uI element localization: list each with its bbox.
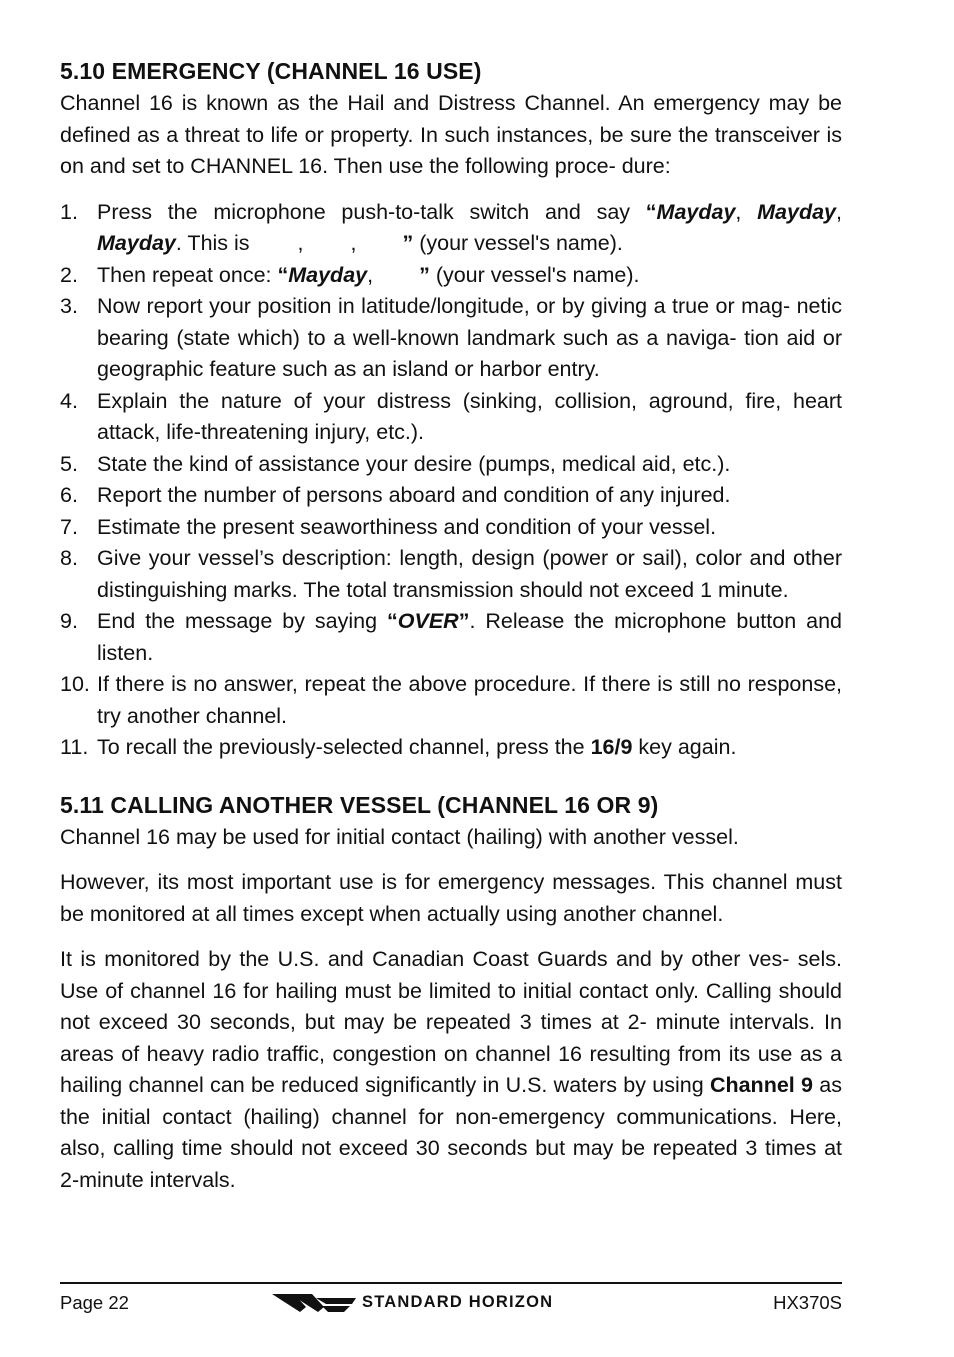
list-item: 11. To recall the previously-selected channel, press the 16/9 key again. xyxy=(60,735,737,759)
brand-mark-icon xyxy=(272,1292,358,1314)
model-number: HX370S xyxy=(773,1292,842,1313)
page-footer xyxy=(60,1290,842,1318)
section-heading-calling: 5.11 CALLING ANOTHER VESSEL (CHANNEL 16 OR 9) xyxy=(60,791,659,818)
list-item: 1. Press the microphone push-to-talk switch and say “Mayday, Mayday, Mayday. This is , , ” (your vessel's name). xyxy=(60,199,842,255)
paragraph: It is monitored by the U.S. and Canadian Coast Guards and by other ves- sels. Use of channel 16 for hailing must be limited to initial contact only. Calling should not exceed 30 seconds, but may be repeated 3 times at 2- minute intervals. In areas of heavy radio traffic, congestion on channel 16 resulting from its use as a hailing channel can be reduced significantly in U.S. waters by using Channel 9 as the initial contact (hailing) channel for non-emergency communications. Here, also, calling time should not exceed 30 seconds but may be repeated 3 times at 2-minute intervals. xyxy=(60,947,842,1192)
emergency-intro: Channel 16 is known as the Hail and Distress Channel. An emergency may be defined as a threat to life or property. In such instances, be sure the transceiver is on and set to CHANNEL 16. Then use the following proce- dure: xyxy=(60,91,842,178)
emergency-procedure-list xyxy=(60,197,842,764)
list-item: 3. Now report your position in latitude/longitude, or by giving a true or mag- netic bearing (state which) to a well-known landmark such as a naviga- tion aid or geographic feature such as an island or harbor entry. xyxy=(60,294,842,381)
list-item: 7. Estimate the present seaworthiness and condition of your vessel. xyxy=(60,514,717,539)
list-item: 6. Report the number of persons aboard and condition of any injured. xyxy=(60,483,731,507)
list-item: 5. State the kind of assistance your desire (pumps, medical aid, etc.). xyxy=(60,451,731,476)
page-number: Page 22 xyxy=(60,1292,129,1313)
brand-name: STANDARD HORIZON xyxy=(362,1293,554,1311)
footer-divider xyxy=(60,1282,842,1284)
list-item: 2. Then repeat once: “Mayday, ” (your vessel's name). xyxy=(60,262,640,287)
list-item: 9. End the message by saying “OVER”. Release the microphone button and listen. xyxy=(60,609,842,665)
paragraph: Channel 16 may be used for initial contact (hailing) with another vessel. xyxy=(60,824,739,849)
paragraph: However, its most important use is for emergency messages. This channel must be monitored at all times except when actually using another channel. xyxy=(60,870,842,926)
section-heading-emergency: 5.10 EMERGENCY (CHANNEL 16 USE) xyxy=(60,58,482,84)
manual-page xyxy=(60,58,842,1196)
list-item: 10. If there is no answer, repeat the above procedure. If there is still no response, try another channel. xyxy=(60,672,842,728)
list-item: 8. Give your vessel’s description: length, design (power or sail), color and other distinguishing marks. The total transmission should not exceed 1 minute. xyxy=(60,546,842,602)
list-item: 4. Explain the nature of your distress (sinking, collision, aground, fire, heart attack, life-threatening injury, etc.). xyxy=(60,388,842,444)
